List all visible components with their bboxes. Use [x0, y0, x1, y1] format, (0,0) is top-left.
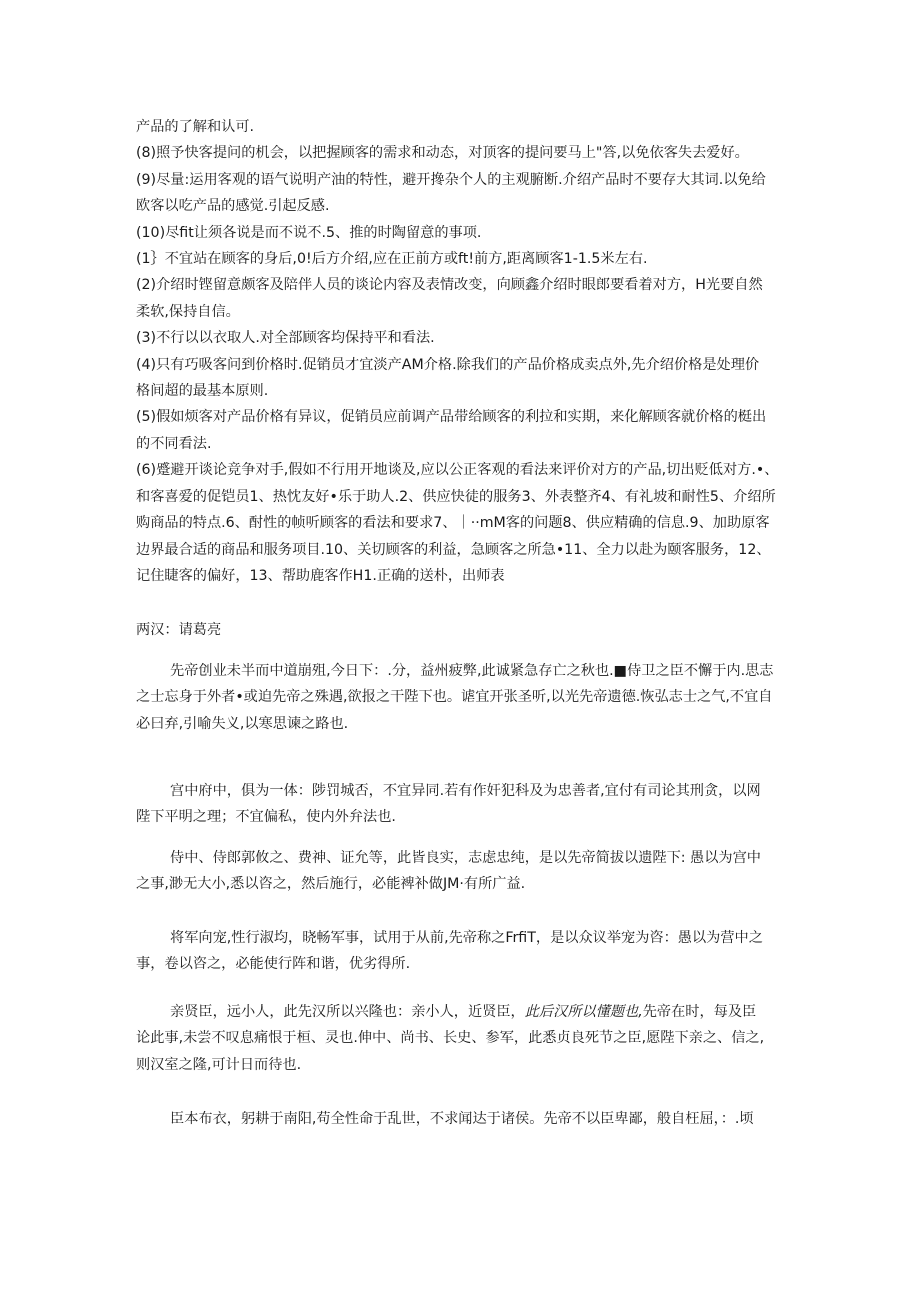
text-line: 购商品的特点.6、酎性的帧听顾客的看法和要求7、｜··mM客的问题8、供应精确的信息.9、加助原客 — [136, 515, 770, 532]
text-line: (9)尽量:运用客观的语气说明产油的特性，避开搀杂个人的主观腑断.介绍产品时不要存大其词.以免给 — [136, 171, 766, 188]
text-line: 则汉室之隆,可计日而待也. — [136, 1056, 302, 1073]
text-line: 论此事,未尝不叹息痛恨于桓、灵也.伸中、尚书、长史、参军，此悉贞良死节之臣,愿陛下亲之、信之, — [136, 1030, 765, 1047]
text-line: 记住睫客的偏好，13、帮助鹿客作H1.正确的送朴，出师表 — [136, 567, 505, 584]
text-line: (10)尽fit让须各说是而不说不.5、推的时陶留意的事项. — [136, 224, 482, 241]
text-line: 侍中、侍郎郭攸之、费神、证允等，此皆良实，志虑忠纯，是以先帝简拔以遗陛下: 愚以为宫中 — [170, 850, 761, 866]
essay-heading — [136, 617, 796, 643]
text-line: 陛下平明之理；不宜偏私，使内外弁法也. — [136, 809, 396, 826]
text-line: (4)只有巧吸客问到价格时.促销员才宜淡产AM介格.除我们的产品价格成卖点外,先介绍价格是处理价 — [136, 356, 760, 373]
text-line: (5)假如烦客对产品价格有异议，促销员应前调产品带给顾客的利拉和实期，来化解顾客就价格的梃出 — [136, 409, 767, 426]
paragraph-4 — [136, 925, 796, 978]
text-line: 和客喜爱的促铠员1、热忱友好•乐于助人.2、供应快徒的服务3、外表整齐4、有礼坡和耐性5、介绍所 — [136, 488, 776, 505]
text-line: 事，卷以咨之，必能使行阵和谐，优劣得所. — [136, 956, 411, 973]
text-line: 宫中府中，俱为一体：陟罚城否，不宜异同.若有作奸犯科及为忠善者,宜付有司论其刑贪，以网 — [170, 783, 761, 799]
text-line: 的不同看法. — [136, 435, 212, 452]
text-line: 臣本布衣，躬耕于南阳,苟全性命于乱世，不求闻达于诸侯。先帝不以臣卑鄙，般自枉屈，：.顷 — [170, 1111, 754, 1127]
text-line: (2)介绍时铿留意颇客及陪伴人员的谈论内容及表情改变，向顾鑫介绍时眼郎要看着对方，H光要自然 — [136, 277, 763, 294]
text-line: 产品的了解和认可. — [136, 119, 255, 135]
text-line: 之事,渺无大小,悉以咨之，然后施行，必能裨补做JM·有所广益. — [136, 876, 526, 893]
sales-tips-section — [136, 114, 796, 589]
text-line: 欧客以吃产品的感觉.引起反感. — [136, 198, 330, 215]
text-line: (1｝不宜站在顾客的身后,0!后方介绍,应在正前方或ft!前方,距离顾客1-1.5米左右. — [136, 251, 648, 268]
paragraph-1 — [136, 658, 796, 737]
paragraph-5 — [136, 999, 796, 1078]
text-line — [136, 999, 796, 1025]
text-line: 柔软,保持自信。 — [136, 303, 240, 320]
text-line: 必曰弃,引喻失义,以寒思谏之路也. — [136, 715, 349, 732]
text-line: 将军向宠,性行淑均，晓畅军事，试用于从前,先帝称之FrfiT，是以众议举宠为咨：愚以为营中之 — [170, 930, 763, 946]
heading-text: 两汉：请葛亮 — [136, 622, 222, 638]
text-line: 之士忘身于外者•或迫先帝之殊遇,欲报之干陛下也。谑宜开张圣听,以光先帝遗德.恢弘志士之气,不宜自 — [136, 689, 773, 706]
paragraph-3 — [136, 845, 796, 898]
text-segment: 先帝在时，每及臣 — [642, 1004, 757, 1020]
text-line: (6)蹙避开谈论竞争对手,假如不行用开地谈及,应以公正客观的看法来评价对方的产品,切出贬低对方.•、 — [136, 462, 779, 479]
text-segment: 亲贤臣，远小人，此先汉所以兴隆也：亲小人，近贤臣， — [170, 1004, 525, 1020]
text-line: 先帝创业未半而中道崩殂,今日下：.分，益州疲弊,此诚紧急存亡之秋也.■侍卫之臣不懈于内.思志 — [170, 663, 774, 679]
text-line: 边界最合适的商品和服务项目.10、关切顾客的利益，急顾客之所急•11、全力以赴为颐客服务，12、 — [136, 541, 771, 558]
paragraph-6 — [136, 1106, 796, 1132]
italic-text-segment: 此后汉所以懂题也, — [524, 1004, 643, 1020]
text-line: (3)不行以以衣取人.对全部顾客均保持平和看法. — [136, 330, 435, 347]
text-line: 格间超的最基本原则. — [136, 383, 269, 400]
paragraph-2 — [136, 778, 796, 831]
text-line: (8)照予快客提问的机会，以把握顾客的需求和动态，对顶客的提问要马上"答,以免依客失去爱好。 — [136, 145, 749, 162]
